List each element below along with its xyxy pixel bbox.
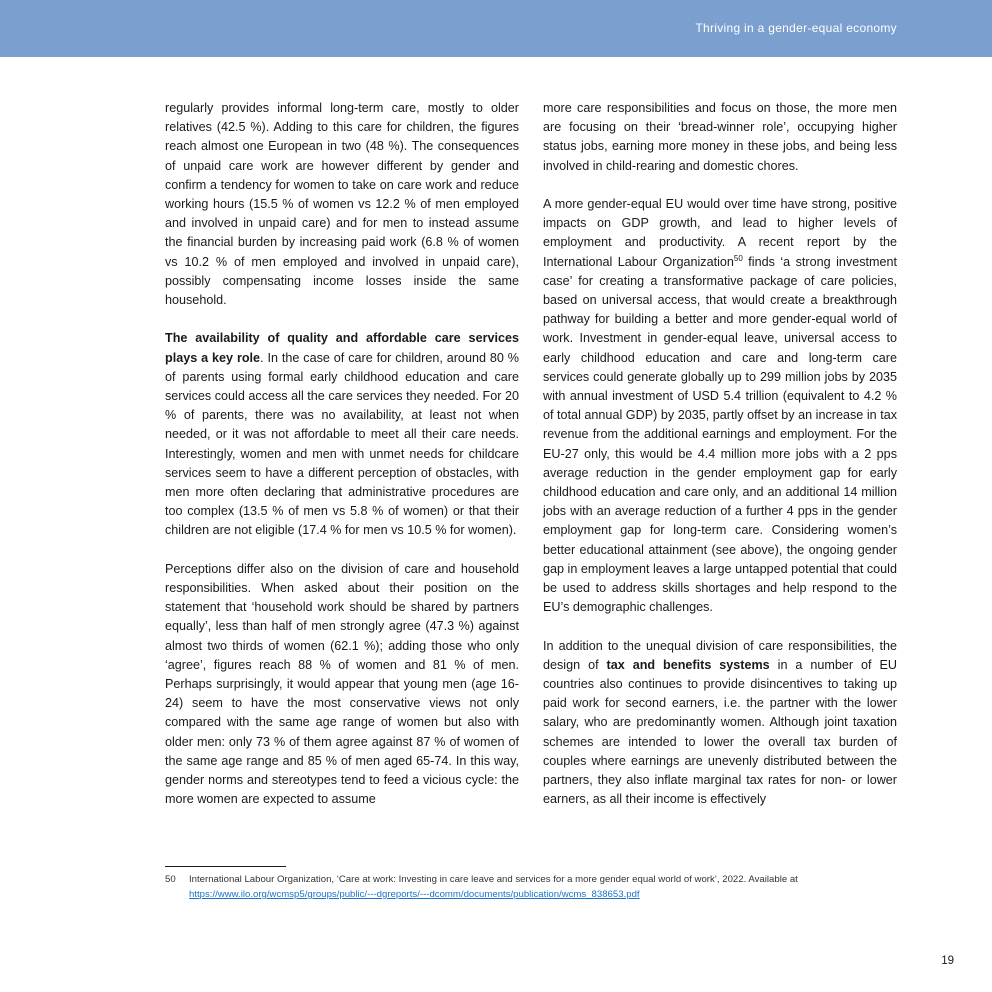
left-paragraph-2 [165, 329, 519, 540]
footnote-divider [165, 866, 286, 867]
right-paragraph-2-a: A more gender-equal EU would over time have strong, positive impacts on GDP growth, and lead to higher levels of employment and productivity. A recent report by the International Labour Organization [543, 197, 897, 269]
header-band [0, 0, 992, 57]
page-number: 19 [941, 955, 954, 967]
right-paragraph-3-a: In addition to the unequal division of care responsibilities, the design of [543, 638, 897, 672]
left-paragraph-3: Perceptions differ also on the division of care and household responsibilities. When asked about their position on the statement that ‘household work should be shared by partners equally’, less than half of men strongly agree (47.3 %) against almost two thirds of women (62.1 %); adding those who only ‘agree’, figures reach 88 % of women and 81 % of men. Perhaps surprisingly, it would appear that young men (age 16-24) seem to have the most conservative views not only compared with the same age range of women but also with older men: only 73 % of them agree against 87 % of women of the same age range and 85 % of men aged 65-74. In this way, gender norms and stereotypes tend to feed a vicious cycle: the more women are expected to assume [165, 561, 519, 807]
left-column [165, 99, 519, 829]
right-paragraph-3 [543, 637, 897, 810]
right-paragraph-2 [543, 195, 897, 617]
header-title: Thriving in a gender-equal economy [695, 21, 897, 35]
footnote-text: International Labour Organization, ‘Care at work: Investing in care leave and services for a more gender equal world of work’, 2022. Available at [189, 874, 798, 885]
right-paragraph-3-bold: tax and benefits systems [606, 657, 770, 672]
footnote-ref-50[interactable]: 50 [733, 253, 743, 263]
footnote-link[interactable]: https://www.ilo.org/wcmsp5/groups/public/---dgreports/---dcomm/documents/publication/wcms_838653.pdf [189, 889, 640, 900]
left-paragraph-1: regularly provides informal long-term care, mostly to older relatives (42.5 %). Adding to this care for children, the figures reach almost one European in two (48 %). The consequences of unpaid care work are however different by gender and confirm a tendency for women to take on care work and reduce working hours (15.5 % of women vs 12.2 % of men employed and involved in unpaid care) and for men to instead assume the financial burden by increasing paid work (6.8 % of women vs 10.2 % of men employed and involved in unpaid care), possibly compensating income losses inside the same household. [165, 101, 519, 308]
right-paragraph-3-b: in a number of EU countries also continues to provide disincentives to taking up paid work for second earners, i.e. the partner with the lower salary, who are predominantly women. Although joint taxation schemes are intended to lower the overall tax burden of couples where earnings are unevenly distributed between the partners, they also inflate marginal tax rates for non- or lower earners, as all their income is effectively [543, 657, 897, 807]
footnote-number: 50 [165, 874, 176, 885]
right-paragraph-2-b: finds ‘a strong investment case’ for creating a transformative package of care policies, based on universal access, that would create a breakthrough pathway for building a better and more gender-equal world of work. Investment in gender-equal leave, universal access to early childhood education and care and long-term care services could generate globally up to 299 million jobs by 2035 with annual investment of USD 5.4 trillion (equivalent to 4.2 % of total annual GDP) by 2035, partly offset by an increase in tax revenue from the additional earnings and employment. For the EU-27 only, this would be 4.4 million more jobs with a 2 pps average reduction in the gender employment gap for early childhood education and care only, and an additional 14 million jobs with an average reduction of a further 4 pps in the gender employment gap for long-term care. Considering women’s better educational attainment (see above), the ongoing gender gap in employment leaves a large untapped potential that could be used to address skills shortages and help respond to the EU’s demographic challenges. [543, 254, 897, 615]
right-column [543, 99, 897, 829]
right-paragraph-1: more care responsibilities and focus on those, the more men are focusing on their ‘bread-winner role’, occupying higher status jobs, earning more money in these jobs, and being less involved in child-rearing and domestic chores. [543, 101, 897, 173]
left-paragraph-2-bold: The availability of quality and affordable care services plays a key role [165, 331, 519, 365]
left-paragraph-2-rest: . In the case of care for children, around 80 % of parents using formal early childhood education and care services could access all the care services they needed. For 20 % of parents, there was no availability, at least not when needed, or it was not affordable to meet all their care needs. Interestingly, women and men with unmet needs for childcare services seem to have a different perception of obstacles, with men more often declaring that administrative procedures are too complex (13.5 % of men vs 5.8 % of women) or that their children are not eligible (17.4 % for men vs 10.5 % for women). [165, 350, 519, 538]
footnote [165, 872, 895, 902]
